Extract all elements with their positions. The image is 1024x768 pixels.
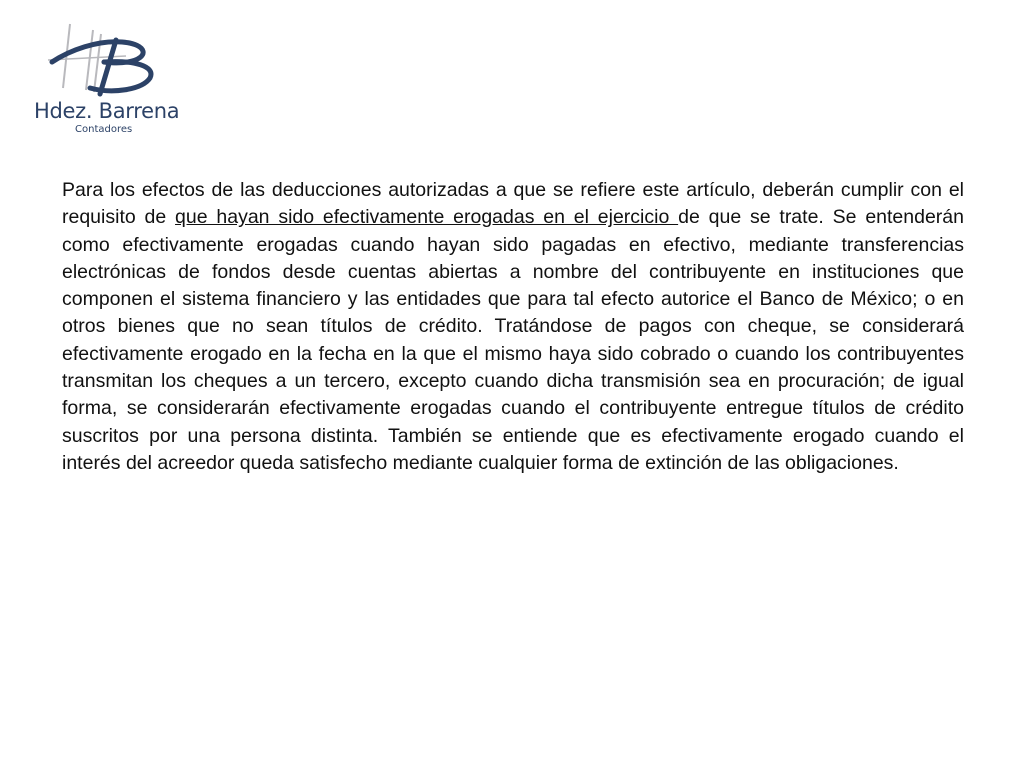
body-paragraph: [62, 177, 964, 477]
paragraph-underlined-phrase: que hayan sido efectivamente erogadas en el ejercicio: [175, 206, 679, 229]
hb-monogram-icon: [30, 16, 180, 106]
paragraph-intro: Para los efectos de las deducciones autorizadas a que se refiere este artículo, deberán cumplir con el requisito de: [62, 179, 964, 229]
logo-subtitle: Contadores: [75, 124, 133, 135]
paragraph-rest: de que se trate. Se entenderán como efectivamente erogadas cuando hayan sido pagadas en efectivo, mediante transferencias electrónicas de fondos desde cuentas abiertas a nombre del contribuyente en instituciones que componen el sistema financiero y las entidades que para tal efecto autorice el Banco de México; o en otros bienes que no sean títulos de crédito. Tratándose de pagos con cheque, se considerará efectivamente erogado en la fecha en la que el mismo haya sido cobrado o cuando los contribuyentes transmitan los cheques a un tercero, excepto cuando dicha transmisión sea en procuración; de igual forma, se considerarán efectivamente erogadas cuando el contribuyente entregue títulos de crédito suscritos por una persona distinta. También se entiende que es efectivamente erogado cuando el interés del acreedor queda satisfecho mediante cualquier forma de extinción de las obligaciones.: [62, 206, 964, 474]
company-logo: [30, 16, 180, 142]
logo-name: Hdez. Barrena: [34, 99, 180, 123]
